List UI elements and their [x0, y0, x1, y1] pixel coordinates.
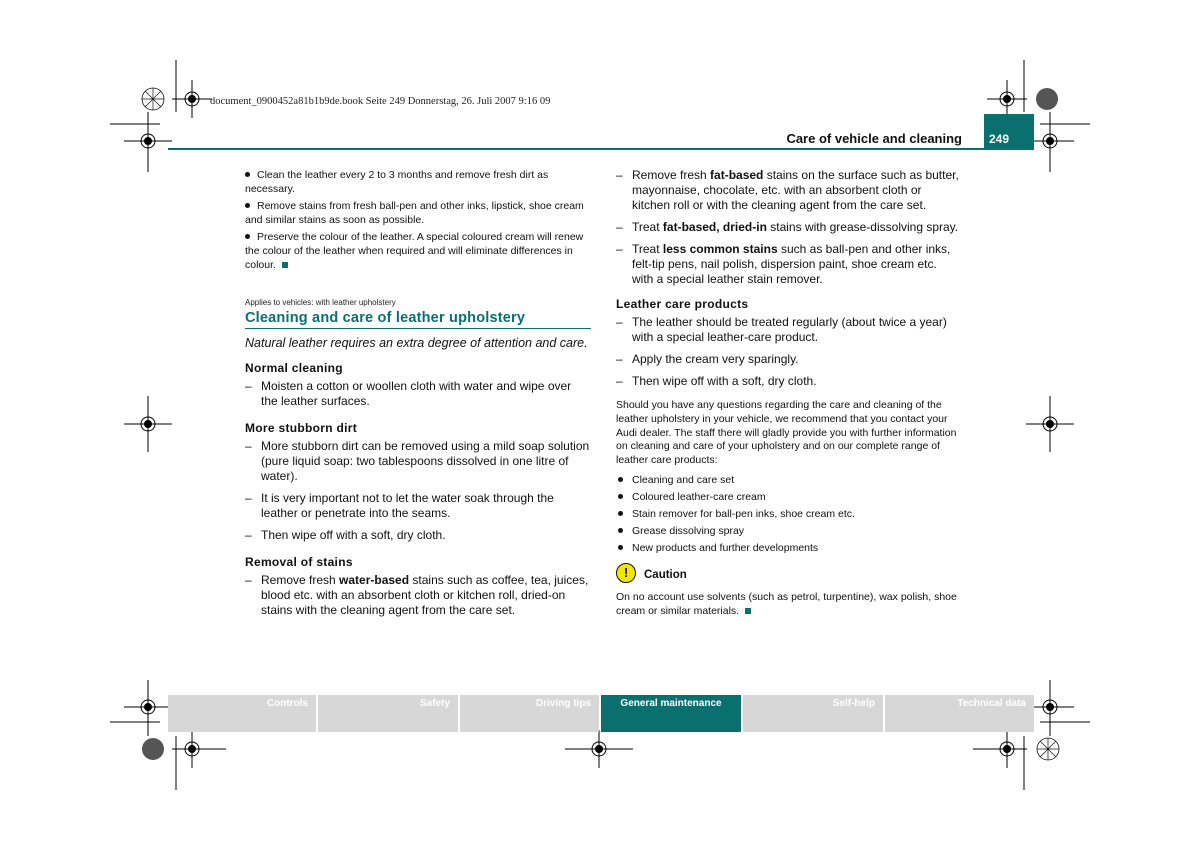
tab-self-help[interactable]: Self-help: [743, 695, 883, 732]
left-column: [245, 168, 591, 625]
list-item: – Remove fresh water-based stains such as coffee, tea, juices, blood etc. with an absorbent cloth or kitchen roll, dried-on stains with the cleaning agent from the care set.: [245, 572, 589, 617]
list-item: Cleaning and care set: [616, 473, 961, 487]
list-item: Remove stains from fresh ball-pen and other inks, lipstick, shoe cream and similar stains as soon as possible.: [245, 200, 584, 226]
list-item: – It is very important not to let the water soak through the leather or penetrate into the seams.: [245, 490, 554, 520]
page-number: 249: [988, 132, 1010, 146]
warning-icon: !: [616, 563, 636, 583]
bullet-icon: [245, 234, 250, 239]
caution-text: On no account use solvents (such as petrol, turpentine), wax polish, shoe cream or similar materials.: [616, 590, 957, 617]
print-info: document_0900452a81b1b9de.book Seite 249 Donnerstag, 26. Juli 2007 9:16 09: [210, 96, 551, 107]
list-item: New products and further developments: [616, 541, 961, 555]
list-item: – More stubborn dirt can be removed using a mild soap solution (pure liquid soap: two tablespoons dissolved in one litre of water).: [245, 438, 590, 483]
heading-normal-cleaning: Normal cleaning: [245, 360, 343, 375]
list-item: Grease dissolving spray: [616, 524, 961, 538]
tab-safety[interactable]: Safety: [318, 695, 458, 732]
list-item: – The leather should be treated regularly (about twice a year) with a special leather-care product.: [616, 315, 947, 344]
list-item: Stain remover for ball-pen inks, shoe cream etc.: [616, 507, 961, 521]
page-header-title: Care of vehicle and cleaning: [786, 131, 962, 146]
bullet-icon: [618, 477, 623, 482]
end-mark-icon: [282, 262, 288, 268]
list-item: Preserve the colour of the leather. A special coloured cream will renew the colour of the leather when required and will eliminate differences in colour.: [245, 231, 584, 271]
list-item: – Treat fat-based, dried-in stains with grease-dissolving spray.: [616, 220, 959, 234]
bullet-icon: [245, 172, 250, 177]
list-item: – Apply the cream very sparingly.: [616, 352, 799, 366]
end-mark-icon: [745, 608, 751, 614]
chapter-tabs: [168, 695, 1034, 732]
section-title: Cleaning and care of leather upholstery: [245, 310, 591, 329]
heading-stubborn-dirt: More stubborn dirt: [245, 420, 358, 435]
list-item: – Then wipe off with a soft, dry cloth.: [616, 374, 817, 388]
heading-removal-of-stains: Removal of stains: [245, 554, 353, 569]
tab-technical-data[interactable]: Technical data: [885, 695, 1034, 732]
bullet-icon: [245, 203, 250, 208]
bullet-icon: [618, 545, 623, 550]
heading-leather-care-products: Leather care products: [616, 297, 749, 311]
applies-note: Applies to vehicles: with leather upholstery: [245, 298, 396, 307]
list-item: – Then wipe off with a soft, dry cloth.: [245, 527, 446, 542]
caution-header: [616, 563, 961, 591]
header-rule: [168, 148, 986, 150]
tab-driving-tips[interactable]: Driving tips: [460, 695, 599, 732]
tab-general-maintenance[interactable]: General maintenance: [601, 695, 741, 732]
list-item: – Remove fresh fat-based stains on the surface such as butter, mayonnaise, chocolate, etc. with an absorbent cloth or kitchen roll or with the cleaning agent from the care set.: [616, 168, 959, 212]
bullet-icon: [618, 528, 623, 533]
right-column: [616, 168, 961, 619]
list-item: – Moisten a cotton or woollen cloth with water and wipe over the leather surfaces.: [245, 378, 572, 408]
list-item: Coloured leather-care cream: [616, 490, 961, 504]
bullet-icon: [618, 494, 623, 499]
list-item: Clean the leather every 2 to 3 months and remove fresh dirt as necessary.: [245, 169, 549, 195]
bullet-icon: [618, 511, 623, 516]
dealer-paragraph: Should you have any questions regarding the care and cleaning of the leather upholstery in your vehicle, we recommend that you contact your Audi dealer. The staff there will gladly provide you with further information on cleaning and care of your upholstery and on our complete range of leather care products:: [616, 399, 957, 467]
tab-controls[interactable]: Controls: [168, 695, 316, 732]
list-item: – Treat less common stains such as ball-pen and other inks, felt-tip pens, nail polish, dispersion paint, shoe cream etc. with a special leather stain remover.: [616, 242, 951, 286]
section-intro: Natural leather requires an extra degree of attention and care.: [245, 336, 588, 350]
caution-label: Caution: [644, 568, 687, 581]
